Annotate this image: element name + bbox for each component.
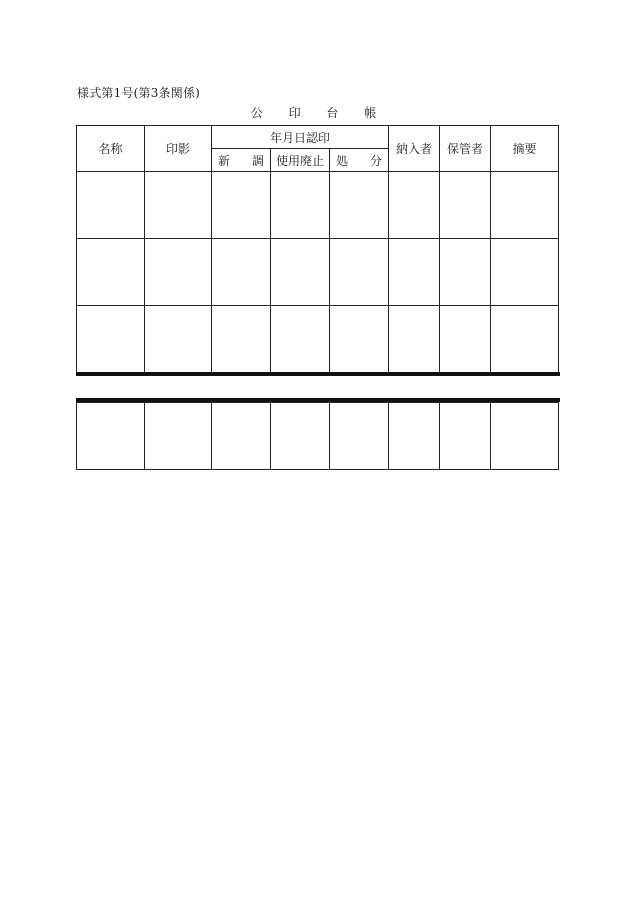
official-seal-ledger-table bbox=[76, 125, 559, 373]
header-name: 名称 bbox=[77, 126, 145, 172]
cell-remarks[interactable] bbox=[491, 239, 559, 306]
header-remarks: 摘要 bbox=[491, 126, 559, 172]
header-abolish: 使用廃止 bbox=[271, 149, 330, 172]
cell-name[interactable] bbox=[77, 306, 145, 373]
table-break-line-top bbox=[76, 372, 560, 376]
ledger-row bbox=[77, 306, 559, 373]
header-deliverer: 納入者 bbox=[389, 126, 440, 172]
ledger-continuation-table bbox=[76, 402, 559, 470]
header-dispose: 処 分 bbox=[330, 149, 389, 172]
cell-impression[interactable] bbox=[145, 172, 212, 239]
cell-dispose[interactable] bbox=[330, 172, 389, 239]
ledger-row bbox=[77, 239, 559, 306]
cell-remarks[interactable] bbox=[491, 306, 559, 373]
cell-new[interactable] bbox=[212, 403, 271, 470]
cell-deliverer[interactable] bbox=[389, 239, 440, 306]
cell-new[interactable] bbox=[212, 239, 271, 306]
form-number-label: 様式第1号(第3条関係) bbox=[77, 86, 201, 100]
cell-custodian[interactable] bbox=[440, 239, 491, 306]
header-new: 新 調 bbox=[212, 149, 271, 172]
cell-impression[interactable] bbox=[145, 239, 212, 306]
cell-custodian[interactable] bbox=[440, 306, 491, 373]
cell-remarks[interactable] bbox=[491, 403, 559, 470]
ledger-row bbox=[77, 403, 559, 470]
cell-new[interactable] bbox=[212, 172, 271, 239]
cell-deliverer[interactable] bbox=[389, 306, 440, 373]
cell-custodian[interactable] bbox=[440, 403, 491, 470]
cell-abolish[interactable] bbox=[271, 172, 330, 239]
cell-deliverer[interactable] bbox=[389, 403, 440, 470]
cell-deliverer[interactable] bbox=[389, 172, 440, 239]
document-title: 公 印 台 帳 bbox=[250, 106, 388, 120]
cell-remarks[interactable] bbox=[491, 172, 559, 239]
cell-dispose[interactable] bbox=[330, 403, 389, 470]
cell-impression[interactable] bbox=[145, 306, 212, 373]
cell-new[interactable] bbox=[212, 306, 271, 373]
header-row bbox=[77, 126, 559, 149]
cell-name[interactable] bbox=[77, 172, 145, 239]
cell-name[interactable] bbox=[77, 239, 145, 306]
header-impression: 印影 bbox=[145, 126, 212, 172]
ledger-row bbox=[77, 172, 559, 239]
cell-abolish[interactable] bbox=[271, 239, 330, 306]
cell-custodian[interactable] bbox=[440, 172, 491, 239]
header-date-approval: 年月日認印 bbox=[212, 126, 389, 149]
cell-abolish[interactable] bbox=[271, 403, 330, 470]
cell-dispose[interactable] bbox=[330, 239, 389, 306]
header-custodian: 保管者 bbox=[440, 126, 491, 172]
cell-abolish[interactable] bbox=[271, 306, 330, 373]
cell-dispose[interactable] bbox=[330, 306, 389, 373]
cell-name[interactable] bbox=[77, 403, 145, 470]
cell-impression[interactable] bbox=[145, 403, 212, 470]
